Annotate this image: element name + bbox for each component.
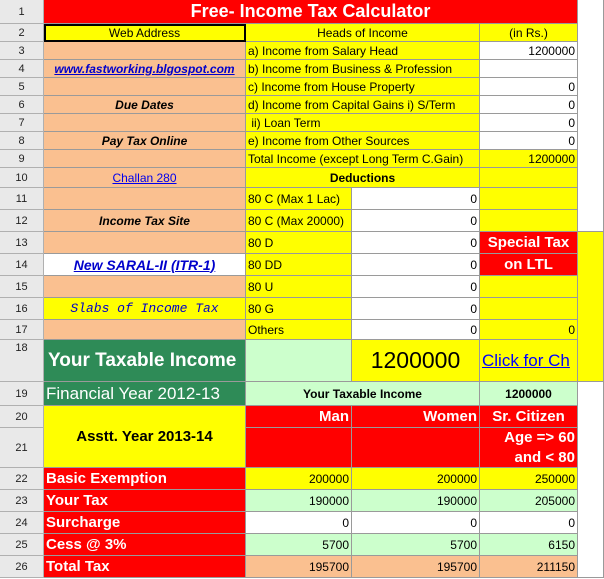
row-header-20[interactable]: 20 xyxy=(0,406,44,428)
income-label-business[interactable]: b) Income from Business & Profession xyxy=(246,60,480,78)
row-header-10[interactable]: 10 xyxy=(0,168,44,188)
cell-c12[interactable] xyxy=(480,210,578,232)
deduction-label-80c-1lac[interactable]: 80 C (Max 1 Lac) xyxy=(246,188,352,210)
slabs-link[interactable]: Slabs of Income Tax xyxy=(44,298,246,320)
tax-value-basic-sr[interactable]: 250000 xyxy=(480,468,578,490)
cell-a7[interactable] xyxy=(44,114,246,132)
special-tax-line2[interactable]: on LTL xyxy=(480,254,578,276)
next-column-middle[interactable] xyxy=(578,232,604,382)
income-label-total[interactable]: Total Income (except Long Term C.Gain) xyxy=(246,150,480,168)
row-header-16[interactable]: 16 xyxy=(0,298,44,320)
row-header-12[interactable]: 12 xyxy=(0,210,44,232)
deduction-label-others[interactable]: Others xyxy=(246,320,352,340)
cell-a11[interactable] xyxy=(44,188,246,210)
income-value-other[interactable]: 0 xyxy=(480,132,578,150)
income-value-capital-short[interactable]: 0 xyxy=(480,96,578,114)
tax-value-tax-women[interactable]: 190000 xyxy=(352,490,480,512)
heads-of-income-header[interactable]: Heads of Income xyxy=(246,24,480,42)
deduction-value-80g[interactable]: 0 xyxy=(352,298,480,320)
income-label-house[interactable]: c) Income from House Property xyxy=(246,78,480,96)
cell-c15[interactable] xyxy=(480,276,578,298)
cell-c11[interactable] xyxy=(480,188,578,210)
tax-value-basic-women[interactable]: 200000 xyxy=(352,468,480,490)
assessment-year-cell[interactable]: Asstt. Year 2013-14 xyxy=(44,406,246,468)
tax-row-label-total-tax[interactable]: Total Tax xyxy=(44,556,246,578)
row-header-13[interactable]: 13 xyxy=(0,232,44,254)
deduction-label-80c-20000[interactable]: 80 C (Max 20000) xyxy=(246,210,352,232)
taxable-income-small-value[interactable]: 1200000 xyxy=(480,382,578,406)
row-header-21[interactable]: 21 xyxy=(0,428,44,468)
next-column-top[interactable] xyxy=(578,0,604,232)
tax-value-total-sr[interactable]: 211150 xyxy=(480,556,578,578)
cell-c16[interactable] xyxy=(480,298,578,320)
cell-a17[interactable] xyxy=(44,320,246,340)
row-header-5[interactable]: 5 xyxy=(0,78,44,96)
saral-link[interactable]: New SARAL-II (ITR-1) xyxy=(44,254,246,276)
income-label-salary[interactable]: a) Income from Salary Head xyxy=(246,42,480,60)
row-header-11[interactable]: 11 xyxy=(0,188,44,210)
row-header-23[interactable]: 23 xyxy=(0,490,44,512)
tax-value-basic-man[interactable]: 200000 xyxy=(246,468,352,490)
tax-value-surcharge-women[interactable]: 0 xyxy=(352,512,480,534)
income-value-house[interactable]: 0 xyxy=(480,78,578,96)
tax-row-label-cess[interactable]: Cess @ 3% xyxy=(44,534,246,556)
income-tax-site-cell[interactable]: Income Tax Site xyxy=(44,210,246,232)
deduction-value-80c-20000[interactable]: 0 xyxy=(352,210,480,232)
tax-row-label-basic-exemption[interactable]: Basic Exemption xyxy=(44,468,246,490)
tax-value-total-women[interactable]: 195700 xyxy=(352,556,480,578)
deduction-label-80dd[interactable]: 80 DD xyxy=(246,254,352,276)
challan-link[interactable]: Challan 280 xyxy=(44,168,246,188)
tax-value-cess-sr[interactable]: 6150 xyxy=(480,534,578,556)
income-value-total[interactable]: 1200000 xyxy=(480,150,578,168)
row-header-26[interactable]: 26 xyxy=(0,556,44,578)
category-sr-citizen[interactable]: Sr. Citizen xyxy=(480,406,578,428)
tax-value-tax-sr[interactable]: 205000 xyxy=(480,490,578,512)
click-for-chart-link[interactable]: Click for Ch xyxy=(480,340,578,382)
unit-header[interactable]: (in Rs.) xyxy=(480,24,578,42)
row-header-15[interactable]: 15 xyxy=(0,276,44,298)
taxable-income-small-label[interactable]: Your Taxable Income xyxy=(246,382,480,406)
web-address-cell[interactable]: Web Address xyxy=(44,24,246,42)
row-header-14[interactable]: 14 xyxy=(0,254,44,276)
row-header-2[interactable]: 2 xyxy=(0,24,44,42)
age-note-cell[interactable]: Age => 60 and < 80 xyxy=(480,428,578,468)
deduction-label-80d[interactable]: 80 D xyxy=(246,232,352,254)
taxable-income-label[interactable]: Your Taxable Income xyxy=(44,340,246,382)
row-header-25[interactable]: 25 xyxy=(0,534,44,556)
cell-b21[interactable] xyxy=(246,428,352,468)
next-column-bottom[interactable] xyxy=(578,382,604,578)
row-header-3[interactable]: 3 xyxy=(0,42,44,60)
deduction-value-80d[interactable]: 0 xyxy=(352,232,480,254)
row-header-4[interactable]: 4 xyxy=(0,60,44,78)
category-man[interactable]: Man xyxy=(246,406,352,428)
row-header-1[interactable]: 1 xyxy=(0,0,44,24)
deduction-value-80c-1lac[interactable]: 0 xyxy=(352,188,480,210)
deduction-label-80u[interactable]: 80 U xyxy=(246,276,352,298)
cell-a13[interactable] xyxy=(44,232,246,254)
taxable-income-value[interactable]: 1200000 xyxy=(352,340,480,382)
row-header-7[interactable]: 7 xyxy=(0,114,44,132)
special-tax-line1[interactable]: Special Tax xyxy=(480,232,578,254)
income-label-capital-short[interactable]: d) Income from Capital Gains i) S/Term xyxy=(246,96,480,114)
deduction-label-80g[interactable]: 80 G xyxy=(246,298,352,320)
deduction-value-others[interactable]: 0 xyxy=(352,320,480,340)
financial-year-cell[interactable]: Financial Year 2012-13 xyxy=(44,382,246,406)
cell-c10[interactable] xyxy=(480,168,578,188)
tax-value-cess-man[interactable]: 5700 xyxy=(246,534,352,556)
cell-b18[interactable] xyxy=(246,340,352,382)
row-header-19[interactable]: 19 xyxy=(0,382,44,406)
income-value-business[interactable] xyxy=(480,60,578,78)
row-header-18[interactable]: 18 xyxy=(0,340,44,382)
tax-value-surcharge-man[interactable]: 0 xyxy=(246,512,352,534)
cell-a15[interactable] xyxy=(44,276,246,298)
category-women[interactable]: Women xyxy=(352,406,480,428)
row-header-24[interactable]: 24 xyxy=(0,512,44,534)
tax-value-surcharge-sr[interactable]: 0 xyxy=(480,512,578,534)
deduction-value-80u[interactable]: 0 xyxy=(352,276,480,298)
row-header-17[interactable]: 17 xyxy=(0,320,44,340)
row-header-9[interactable]: 9 xyxy=(0,150,44,168)
row-header-6[interactable]: 6 xyxy=(0,96,44,114)
title-cell[interactable]: Free- Income Tax Calculator xyxy=(44,0,578,24)
income-value-loan-term[interactable]: 0 xyxy=(480,114,578,132)
due-dates-cell[interactable]: Due Dates xyxy=(44,96,246,114)
tax-value-cess-women[interactable]: 5700 xyxy=(352,534,480,556)
income-value-salary[interactable]: 1200000 xyxy=(480,42,578,60)
deduction-value-80dd[interactable]: 0 xyxy=(352,254,480,276)
cell-a9[interactable] xyxy=(44,150,246,168)
cell-a5[interactable] xyxy=(44,78,246,96)
tax-row-label-surcharge[interactable]: Surcharge xyxy=(44,512,246,534)
cell-c21[interactable] xyxy=(352,428,480,468)
tax-row-label-your-tax[interactable]: Your Tax xyxy=(44,490,246,512)
website-link[interactable]: www.fastworking.blgospot.com xyxy=(44,60,246,78)
income-label-loan-term[interactable]: ii) Loan Term xyxy=(246,114,480,132)
row-header-8[interactable]: 8 xyxy=(0,132,44,150)
tax-value-tax-man[interactable]: 190000 xyxy=(246,490,352,512)
deductions-header[interactable]: Deductions xyxy=(246,168,480,188)
income-label-other[interactable]: e) Income from Other Sources xyxy=(246,132,480,150)
others-right-value[interactable]: 0 xyxy=(480,320,578,340)
pay-tax-online-cell[interactable]: Pay Tax Online xyxy=(44,132,246,150)
row-header-22[interactable]: 22 xyxy=(0,468,44,490)
tax-value-total-man[interactable]: 195700 xyxy=(246,556,352,578)
cell-a3[interactable] xyxy=(44,42,246,60)
